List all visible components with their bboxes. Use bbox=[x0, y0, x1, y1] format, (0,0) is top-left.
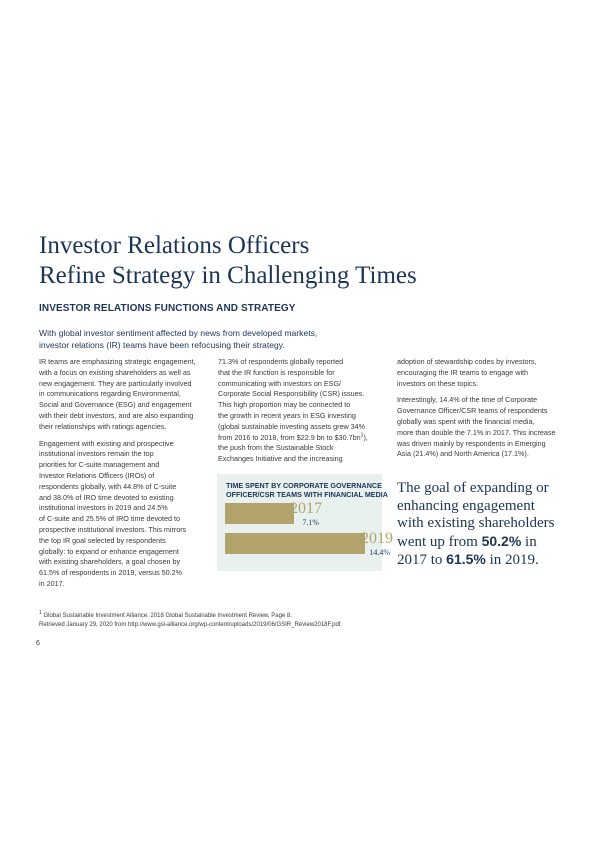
text-line: the top IR goal selected by respondents bbox=[39, 535, 166, 545]
text-line: was driven mainly by respondents in Emerging bbox=[397, 438, 546, 448]
text-line: with their debt investors, and are also expanding bbox=[39, 410, 194, 420]
text-line: the push from the Sustainable Stock bbox=[218, 443, 334, 453]
text-line: with a focus on existing shareholders as well as bbox=[39, 367, 191, 377]
text-line: that the IR function is responsible for bbox=[218, 367, 335, 377]
intro-line-1: With global investor sentiment affected by news from developed markets, bbox=[39, 328, 318, 338]
chart-title bbox=[226, 481, 388, 499]
text-line: the growth in recent years in ESG investing bbox=[218, 410, 356, 420]
text-line: institutional investors in 2019 and 24.5% bbox=[39, 503, 168, 513]
footnote-marker: 1 bbox=[39, 610, 42, 616]
pull-quote-line: enhancing engagement bbox=[397, 497, 535, 514]
text-line: This high proportion may be connected to bbox=[218, 400, 351, 410]
text-line: with existing shareholders, a goal chosen by bbox=[39, 557, 181, 567]
chart-category-label: 2019 bbox=[361, 530, 393, 547]
text-line-with-footnote bbox=[218, 433, 388, 444]
text-line: (global sustainable investing assets grew 34% bbox=[218, 421, 366, 431]
footnote-line: Retrieved January 29, 2020 from http://www.gsi-alliance.org/wp-content/uploads/2019/06/GSIR_Review2018F.pdf. bbox=[39, 621, 343, 628]
chart-value-label: 7.1% bbox=[302, 518, 319, 527]
chart-value-label: 14.4% bbox=[369, 548, 390, 557]
pull-quote-text: went up from bbox=[397, 533, 482, 550]
financial-media-chart bbox=[217, 474, 393, 571]
pull-quote-line bbox=[397, 533, 577, 552]
pull-quote-text: in bbox=[521, 533, 537, 550]
text-line: 61.5% of respondents in 2019, versus 50.2% bbox=[39, 568, 183, 578]
text-line: Exchanges Initiative and the increasing bbox=[218, 454, 343, 464]
pull-quote-line: with existing shareholders bbox=[397, 515, 555, 531]
pull-quote-text: 2017 to bbox=[397, 552, 447, 568]
text-line: IR teams are emphasizing strategic engagement, bbox=[39, 357, 196, 366]
pull-quote-stat: 50.2% bbox=[481, 532, 522, 549]
footnote-text: Global Sustainable Investment Alliance. 2018 Global Sustainable Investment Review, Page 8. bbox=[41, 613, 292, 619]
text-line: adoption of stewardship codes by investors, bbox=[397, 357, 537, 366]
footnote bbox=[39, 612, 342, 630]
text-line: in communications regarding Environmental, bbox=[39, 389, 181, 399]
footnote-line bbox=[39, 612, 342, 621]
text-line: globally was spent with the financial media, bbox=[397, 416, 535, 426]
text-line: institutional investors remain the top bbox=[39, 449, 154, 459]
body-column-2 bbox=[218, 357, 388, 465]
chart-title-line: OFFICER/CSR TEAMS WITH FINANCIAL MEDIA bbox=[226, 490, 388, 499]
intro-paragraph bbox=[39, 327, 359, 351]
text-fragment: ), bbox=[363, 432, 368, 442]
text-line: Governance Officer/CSR teams of respondents bbox=[397, 406, 548, 416]
text-line: encouraging the IR teams to engage with bbox=[397, 367, 529, 377]
text-line: Social and Governance (ESG) and engagement bbox=[39, 400, 192, 410]
text-line: of C-suite and 25.5% of IRO time devoted to bbox=[39, 514, 181, 524]
body-column-3 bbox=[397, 357, 567, 460]
title-line-2: Refine Strategy in Challenging Times bbox=[39, 262, 417, 289]
text-line: Asia (21.4%) and North America (17.1%). bbox=[397, 449, 529, 459]
page-title bbox=[39, 231, 417, 291]
section-heading: INVESTOR RELATIONS FUNCTIONS AND STRATEGY bbox=[39, 303, 296, 314]
text-line: communicating with investors on ESG/ bbox=[218, 378, 342, 388]
text-line: 71.3% of respondents globally reported bbox=[218, 357, 344, 366]
text-line: globally: to expand or enhance engagement bbox=[39, 546, 179, 556]
pull-quote-stat: 61.5% bbox=[446, 551, 486, 567]
pull-quote bbox=[397, 480, 577, 570]
title-line-1: Investor Relations Officers bbox=[39, 232, 310, 259]
text-fragment: from 2016 to 2018, from $22.9 bn to $30.7bn bbox=[218, 432, 361, 442]
pull-quote-line: The goal of expanding or bbox=[397, 480, 549, 496]
footnote-reference: 1 bbox=[360, 432, 364, 439]
text-line: Engagement with existing and prospective bbox=[39, 438, 174, 448]
text-line: Corporate Social Responsibility (CSR) issues. bbox=[218, 389, 365, 399]
chart-title-line: TIME SPENT BY CORPORATE GOVERNANCE bbox=[226, 481, 382, 490]
pull-quote-line bbox=[397, 551, 577, 570]
text-line: Investor Relations Officers (IROs) of bbox=[39, 470, 155, 480]
text-line: investors on these topics. bbox=[397, 378, 479, 388]
intro-line-2: investor relations (IR) teams have been refocusing their strategy. bbox=[39, 340, 285, 350]
text-line: Interestingly, 14.4% of the time of Corporate bbox=[397, 395, 538, 405]
text-line: prospective institutional investors. This mirrors bbox=[39, 524, 187, 534]
pull-quote-text: in 2019. bbox=[485, 552, 539, 568]
text-line: priorities for C-suite management and bbox=[39, 460, 160, 470]
text-line: in 2017. bbox=[39, 578, 65, 588]
text-line: their relationships with ratings agencies. bbox=[39, 421, 167, 431]
body-column-1 bbox=[39, 357, 211, 590]
text-line: and 38.0% of IRO time devoted to existing bbox=[39, 492, 174, 502]
text-line: respondents globally, with 44.8% of C-suite bbox=[39, 481, 177, 491]
chart-category-label: 2017 bbox=[290, 500, 322, 517]
page-number: 6 bbox=[36, 640, 40, 647]
text-line: more than double the 7.1% in 2017. This increase bbox=[397, 427, 556, 437]
text-line: new engagement. They are particularly involved bbox=[39, 378, 192, 388]
